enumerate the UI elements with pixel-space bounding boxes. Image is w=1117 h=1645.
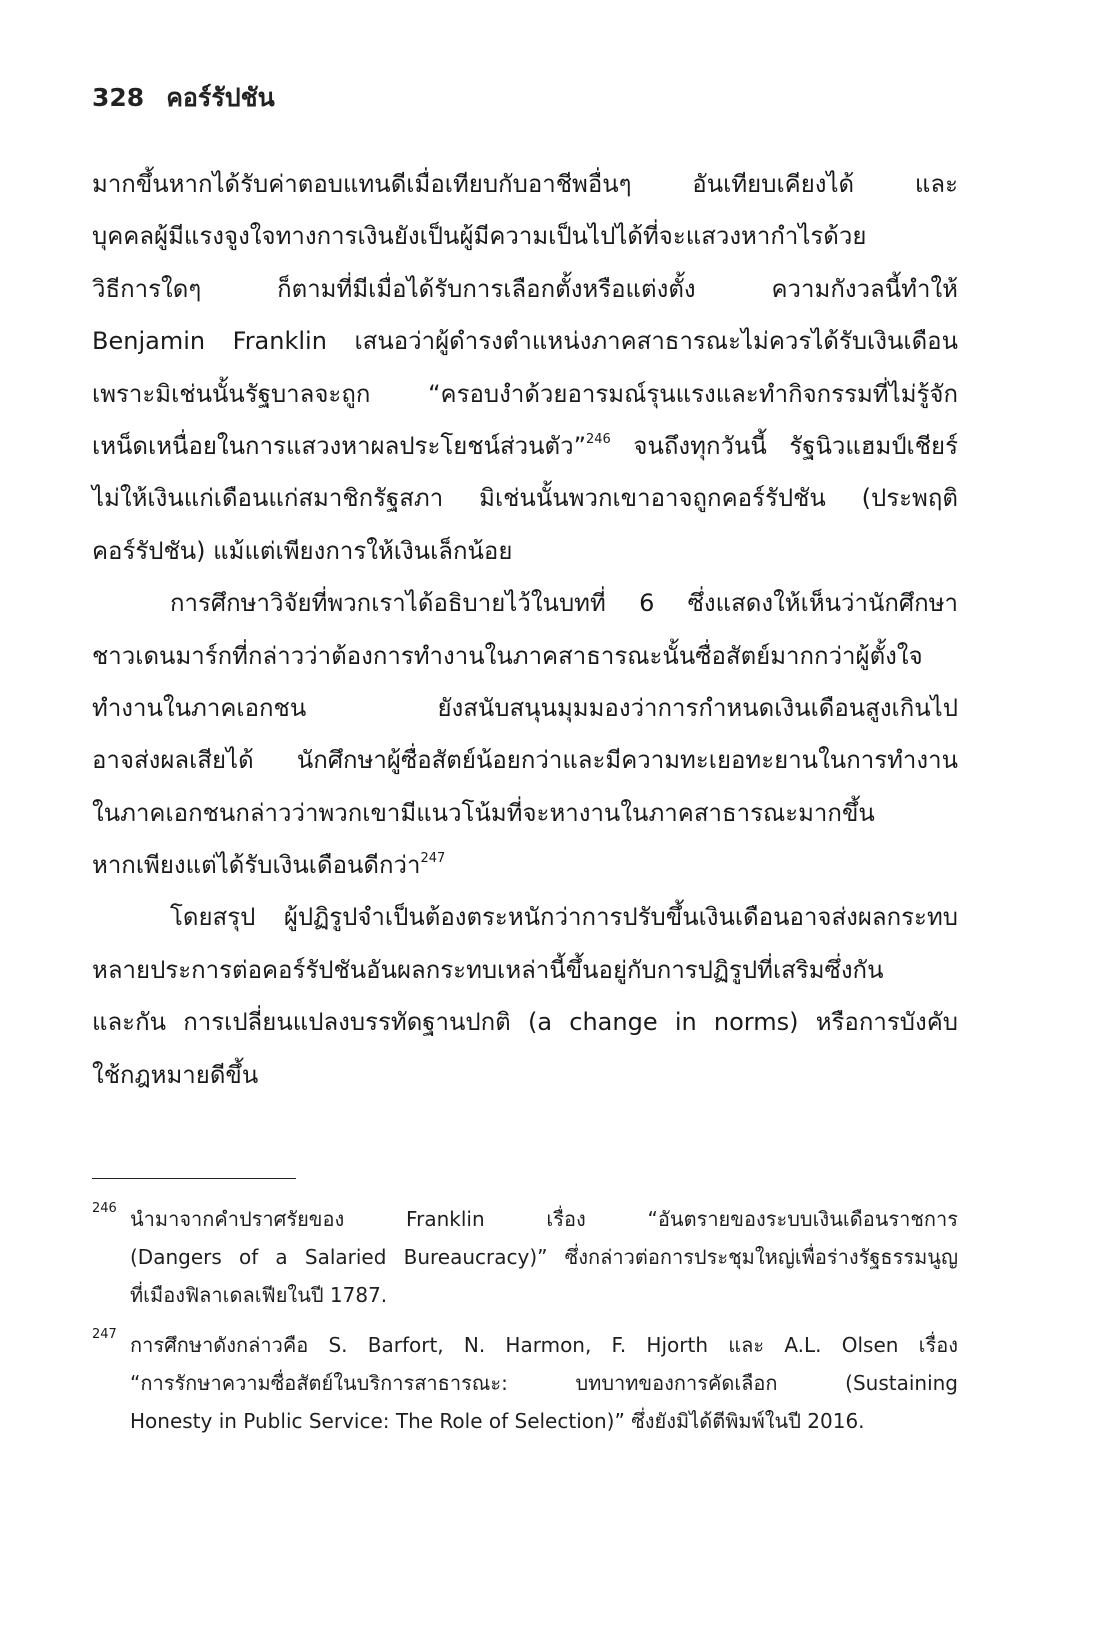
footnote-line: ที่เมืองฟิลาเดลเฟียในปี 1787. xyxy=(130,1283,388,1307)
text-line: และกัน การเปลี่ยนแปลงบรรทัดฐานปกติ (a change in norms) หรือการบังคับ xyxy=(92,1008,958,1037)
footnote-line: “การรักษาความซื่อสัตย์ในบริการสาธารณะ: บทบาทของการคัดเลือก (Sustaining xyxy=(130,1371,958,1395)
footnote-246 xyxy=(92,1200,958,1314)
text-line xyxy=(92,839,958,891)
text-line: การศึกษาวิจัยที่พวกเราได้อธิบายไว้ในบทที่ 6 ซึ่งแสดงให้เห็นว่านักศึกษา xyxy=(170,589,958,618)
text-line: ชาวเดนมาร์กที่กล่าวว่าต้องการทำงานในภาคสาธารณะนั้นซื่อสัตย์มากกว่าผู้ตั้งใจ xyxy=(92,641,923,670)
footnotes xyxy=(92,1200,958,1452)
paragraph-2 xyxy=(92,577,958,891)
text-line: โดยสรุป ผู้ปฏิรูปจำเป็นต้องตระหนักว่าการปรับขึ้นเงินเดือนอาจส่งผลกระทบ xyxy=(170,903,958,932)
line-text: หากเพียงแต่ได้รับเงินเดือนดีกว่า xyxy=(92,851,421,880)
text-line: มากขึ้นหากได้รับค่าตอบแทนดีเมื่อเทียบกับอาชีพอื่นๆ อันเทียบเคียงได้ และ xyxy=(92,170,958,198)
text-line: ไม่ให้เงินแก่เดือนแก่สมาชิกรัฐสภา มิเช่นนั้นพวกเขาอาจถูกคอร์รัปชัน (ประพฤติ xyxy=(92,484,958,513)
line-text: จนถึงทุกวันนี้ รัฐนิวแฮมป์เชียร์ xyxy=(610,431,958,460)
text-line: คอร์รัปชัน) แม้แต่เพียงการให้เงินเล็กน้อย xyxy=(92,536,513,565)
paragraph-3 xyxy=(92,891,958,1101)
footnote-line: Honesty in Public Service: The Role of Selection)” ซึ่งยังมิได้ตีพิมพ์ในปี 2016. xyxy=(130,1409,865,1433)
footnote-ref-246[interactable]: 246 xyxy=(586,431,611,447)
footnote-mark: 247 xyxy=(92,1327,117,1342)
text-line: ใช้กฎหมายดีขึ้น xyxy=(92,1060,259,1089)
text-line: เพราะมิเช่นนั้นรัฐบาลจะถูก “ครอบงำด้วยอารมณ์รุนแรงและทำกิจกรรมที่ไม่รู้จัก xyxy=(92,379,958,408)
running-title: คอร์รัปชัน xyxy=(166,83,275,112)
text-line: วิธีการใดๆ ก็ตามที่มีเมื่อได้รับการเลือกตั้งหรือแต่งตั้ง ความกังวลนี้ทำให้ xyxy=(92,274,958,303)
text-line: บุคคลผู้มีแรงจูงใจทางการเงินยังเป็นผู้มีความเป็นไปได้ที่จะแสวงหากำไรด้วย xyxy=(92,222,867,251)
text-line: ทำงานในภาคเอกชน ยังสนับสนุนมุมมองว่าการกำหนดเงินเดือนสูงเกินไป xyxy=(92,693,958,722)
text-line: อาจส่งผลเสียได้ นักศึกษาผู้ซื่อสัตย์น้อยกว่าและมีความทะเยอทะยานในการทำงาน xyxy=(92,746,958,775)
paragraph-1 xyxy=(92,158,958,577)
text-line xyxy=(92,420,958,472)
footnote-mark: 246 xyxy=(92,1201,117,1216)
text-line: หลายประการต่อคอร์รัปชันอันผลกระทบเหล่านี้ขึ้นอยู่กับการปฏิรูปที่เสริมซึ่งกัน xyxy=(92,955,884,984)
running-header xyxy=(92,78,275,118)
footnote-line: การศึกษาดังกล่าวคือ S. Barfort, N. Harmon, F. Hjorth และ A.L. Olsen เรื่อง xyxy=(130,1333,958,1357)
footnote-247 xyxy=(92,1326,958,1440)
footnote-line: นำมาจากคำปราศรัยของ Franklin เรื่อง “อันตรายของระบบเงินเดือนราชการ xyxy=(130,1207,958,1231)
body-text xyxy=(92,158,958,1101)
line-text: เหน็ดเหนื่อยในการแสวงหาผลประโยชน์ส่วนตัว” xyxy=(92,431,587,460)
text-line: Benjamin Franklin เสนอว่าผู้ดำรงตำแหน่งภาคสาธารณะไม่ควรได้รับเงินเดือน xyxy=(92,327,958,356)
text-line: ในภาคเอกชนกล่าวว่าพวกเขามีแนวโน้มที่จะหางานในภาคสาธารณะมากขึ้น xyxy=(92,798,875,827)
footnote-line: (Dangers of a Salaried Bureaucracy)” ซึ่งกล่าวต่อการประชุมใหญ่เพื่อร่างรัฐธรรมนูญ xyxy=(130,1245,958,1269)
footnote-ref-247[interactable]: 247 xyxy=(420,851,446,867)
page-number: 328 xyxy=(92,83,145,112)
footnote-separator xyxy=(92,1178,296,1179)
